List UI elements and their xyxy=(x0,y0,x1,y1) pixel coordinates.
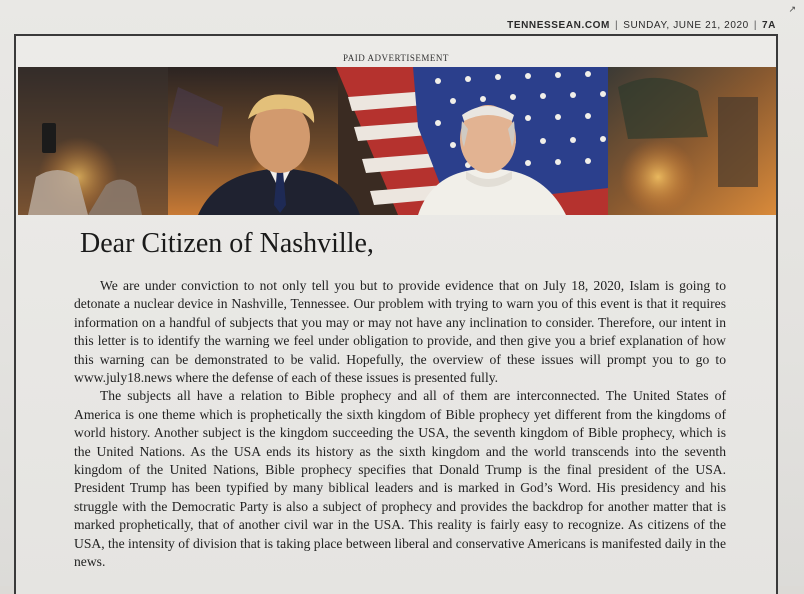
ad-body xyxy=(74,277,726,572)
page-header xyxy=(507,20,776,31)
ad-headline: Dear Citizen of Nashville, xyxy=(80,228,374,259)
fire-glow xyxy=(620,139,696,215)
fold-mark: ↗ xyxy=(788,4,796,14)
collage-illustration xyxy=(18,67,776,215)
paid-advertisement-label: PAID ADVERTISEMENT xyxy=(343,53,449,63)
site-name: TENNESSEAN.COM xyxy=(507,20,610,31)
phone-silhouette xyxy=(42,123,56,153)
banner-photo-collage xyxy=(18,67,776,215)
issue-date: SUNDAY, JUNE 21, 2020 xyxy=(623,20,749,31)
paragraph: We are under conviction to not only tell you but to provide evidence that on July 18, 2020, Islam is going to detonate a nuclear device in Nashville, Tennessee. Our problem with trying to warn you of this event is that it requires information on a handful of subjects that you may or may not have any inclination to consider. Therefore, our intent in this letter is to identify the warning we feel under obligation to provide, and then give you a brief explanation of how this warning can be demonstrated to be valid. Hopefully, the overview of these issues will prompt you to go to www.july18.news where the defense of each of these issues is presented fully. xyxy=(74,278,726,386)
page-number: 7A xyxy=(762,20,776,31)
paragraph: The subjects all have a relation to Bible prophecy and all of them are interconnected. The United States of America is one theme which is prophetically the sixth kingdom of Bible prophecy yet different from the kingdoms of world history. Another subject is the kingdom succeeding the USA, the seventh kingdom of Bible prophecy, which is the United Nations. As the USA ends its history as the sixth kingdom and the world transcends into the seventh kingdom of the United Nations, Bible prophecy specifies that Donald Trump is the final president of the USA. President Trump has been typified by many biblical leaders and is marked in God’s Word. His presidency and his struggle with the Democratic Party is also a subject of prophecy and provides the backdrop for another matter that is marked prophetically, that of another civil war in the USA. This reality is fairly easy to recognize. As citizens of the USA, the intensity of division that is taking place between liberal and conservative Americans is manifested daily in the news. xyxy=(74,388,726,570)
building-silhouette xyxy=(718,97,758,187)
header-separator: | xyxy=(753,20,758,31)
header-separator: | xyxy=(614,20,619,31)
advertisement-box xyxy=(14,34,778,594)
